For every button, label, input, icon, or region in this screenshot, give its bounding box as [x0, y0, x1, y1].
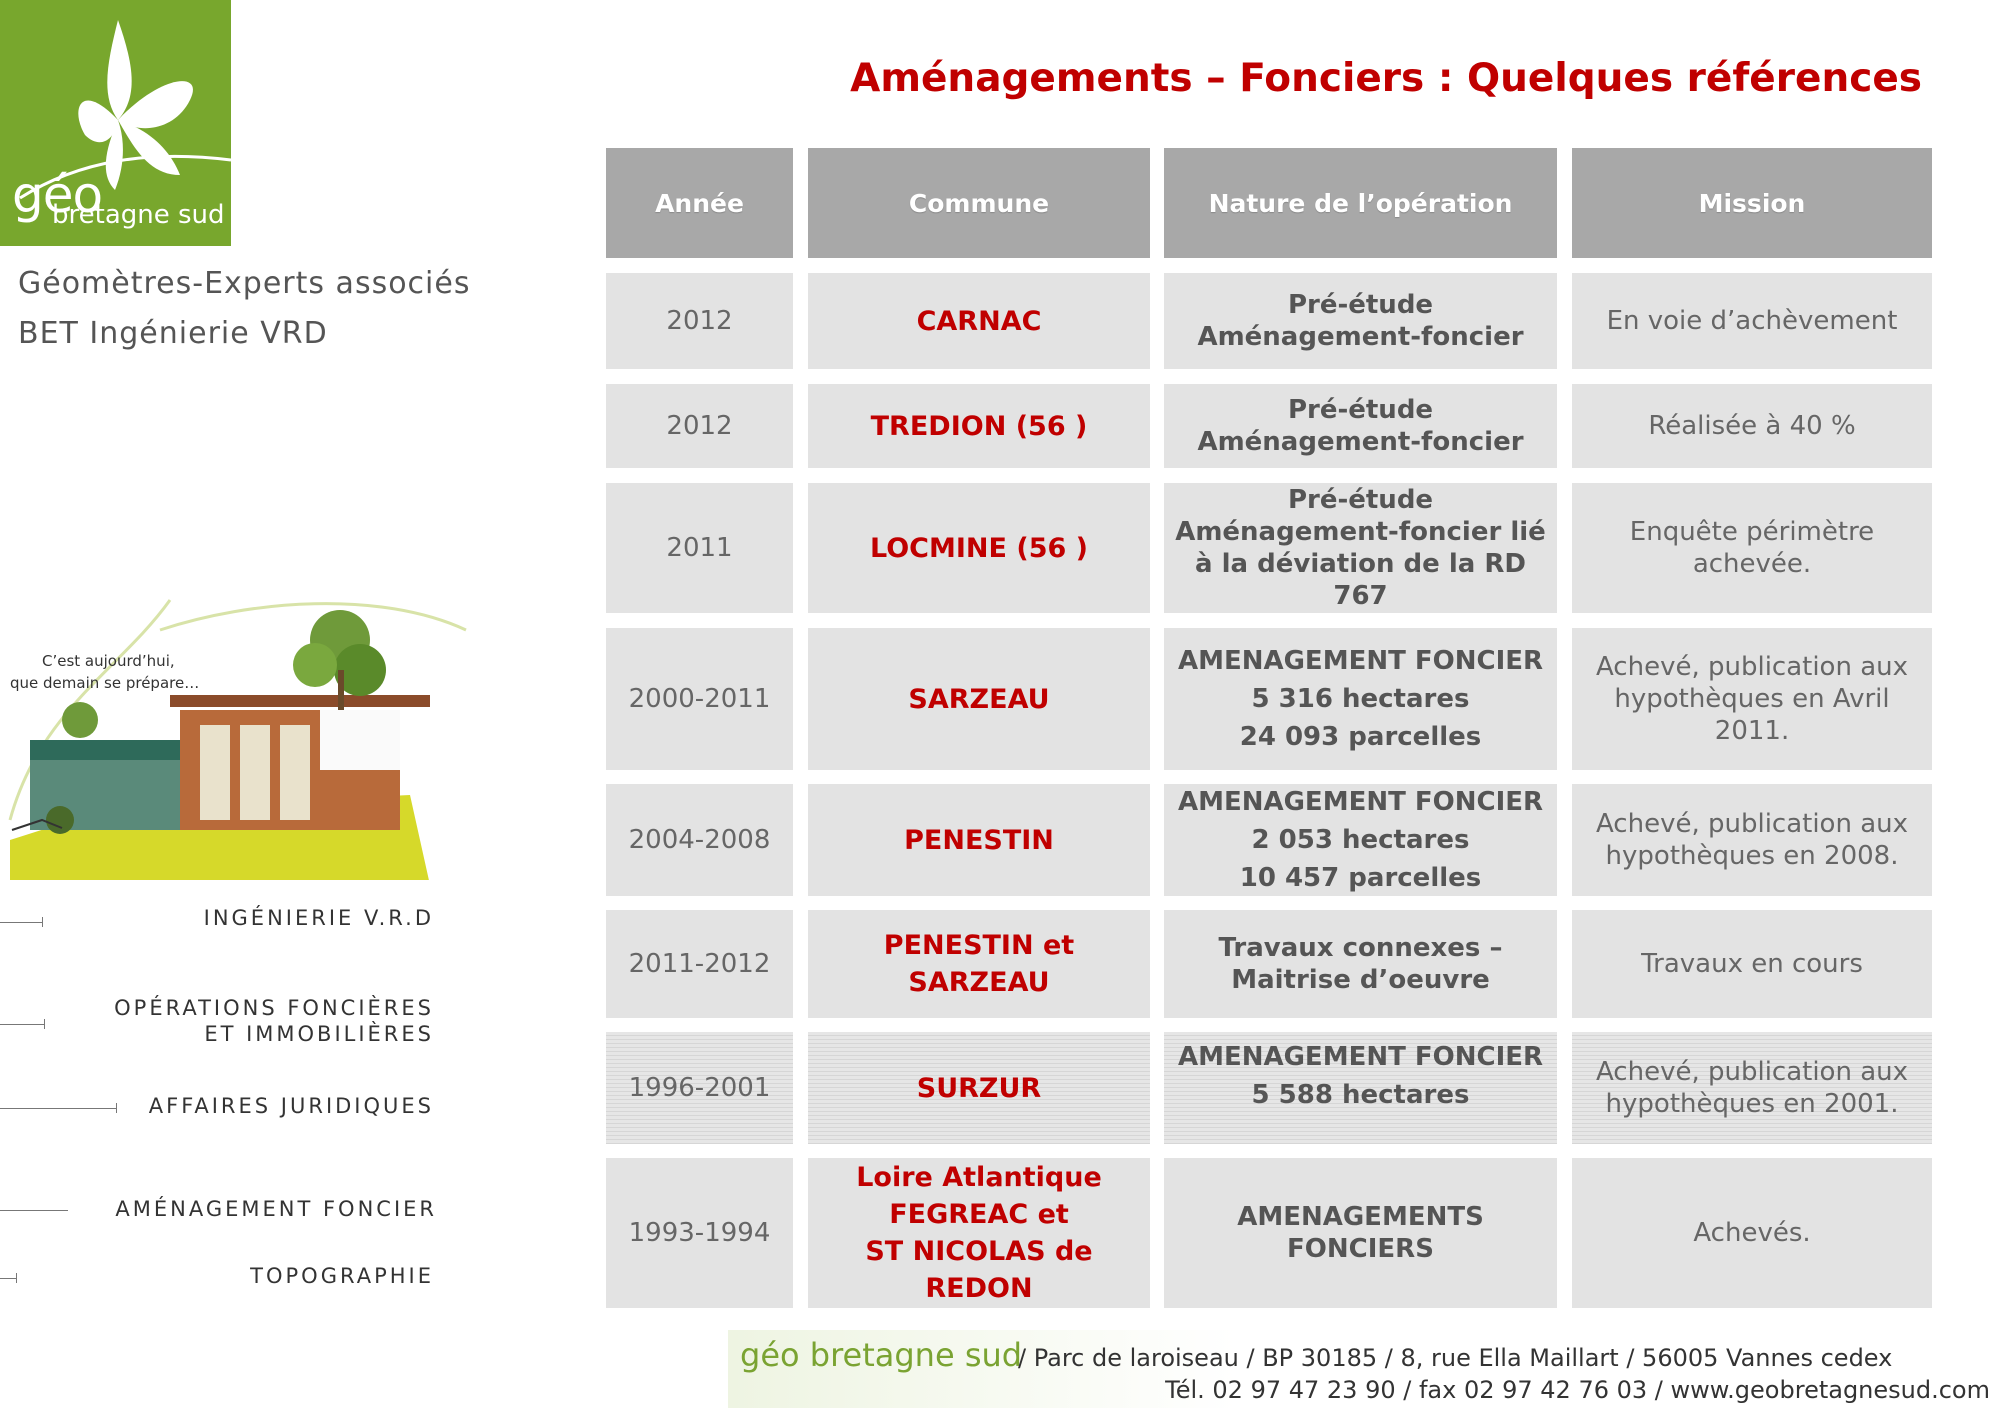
- menu-item-ingenierie-vrd[interactable]: INGÉNIERIE V.R.D: [203, 906, 434, 930]
- nature-line: 767: [1333, 581, 1388, 611]
- cell-mission: [1572, 384, 1932, 468]
- logo-text-bretagne-sud: bretagne sud: [52, 200, 225, 230]
- nature-line: AMENAGEMENT FONCIER: [1177, 787, 1544, 817]
- nature-line: AMENAGEMENT FONCIER: [1177, 1042, 1544, 1072]
- cell-year: 2004-2008: [606, 784, 793, 896]
- cell-nature: [1164, 628, 1557, 770]
- menu-item-immobilieres[interactable]: ET IMMOBILIÈRES: [204, 1022, 434, 1046]
- table-row: [606, 384, 1932, 468]
- nature-line: FONCIERS: [1287, 1234, 1434, 1264]
- header-nature: Nature de l’opération: [1164, 148, 1557, 258]
- cell-commune: [808, 910, 1150, 1018]
- nature-line: 10 457 parcelles: [1239, 863, 1482, 893]
- mission-line: achevée.: [1692, 549, 1812, 579]
- cell-commune: [808, 273, 1150, 369]
- cell-mission: [1572, 784, 1932, 896]
- table-row: [606, 273, 1932, 369]
- company-logo: [0, 0, 231, 246]
- header-commune: Commune: [808, 148, 1150, 258]
- mission-line: Réalisée à 40 %: [1648, 411, 1856, 441]
- illustration-quote-line2: que demain se prépare…: [10, 674, 200, 692]
- nature-line: Aménagement-foncier lié: [1175, 517, 1546, 547]
- mission-line: Achevé, publication aux: [1595, 809, 1909, 839]
- cell-year: 2012: [606, 273, 793, 369]
- nature-line: Aménagement-foncier: [1197, 427, 1524, 457]
- commune-line: PENESTIN et: [883, 930, 1075, 961]
- menu-item-operations-foncieres[interactable]: OPÉRATIONS FONCIÈRES: [114, 996, 434, 1020]
- nature-line: AMENAGEMENTS: [1237, 1202, 1484, 1232]
- menu-item-amenagement-foncier[interactable]: AMÉNAGEMENT FONCIER: [115, 1197, 437, 1221]
- cell-year: 1993-1994: [606, 1158, 793, 1308]
- cell-commune: [808, 1158, 1150, 1308]
- mission-line: Travaux en cours: [1641, 949, 1863, 979]
- commune-line: SARZEAU: [908, 683, 1050, 715]
- menu-item-topographie[interactable]: TOPOGRAPHIE: [250, 1264, 434, 1288]
- cell-year: 2012: [606, 384, 793, 468]
- nature-line: 2 053 hectares: [1251, 825, 1470, 855]
- mission-line: Achevés.: [1693, 1218, 1811, 1248]
- cell-mission: [1572, 1032, 1932, 1144]
- mission-line: En voie d’achèvement: [1606, 306, 1898, 336]
- footer-address: / Parc de laroiseau / BP 30185 / 8, rue Ella Maillart / 56005 Vannes cedex: [1018, 1344, 1893, 1372]
- nature-line: 5 588 hectares: [1251, 1080, 1470, 1110]
- commune-line: TREDION (56 ): [870, 410, 1088, 442]
- header-annee: Année: [606, 148, 793, 258]
- tagline-bet: BET Ingénierie VRD: [18, 316, 328, 351]
- mission-line: Achevé, publication aux: [1595, 652, 1909, 682]
- commune-line: SURZUR: [916, 1072, 1042, 1104]
- nature-line: à la déviation de la RD: [1195, 549, 1526, 579]
- page-title: Aménagements – Fonciers : Quelques références: [850, 56, 1922, 101]
- mission-line: hypothèques en 2001.: [1605, 1089, 1899, 1119]
- logo-text-geo: géo: [12, 166, 103, 224]
- nature-line: AMENAGEMENT FONCIER: [1177, 646, 1544, 676]
- commune-line: PENESTIN: [904, 824, 1054, 856]
- nature-line: Pré-étude: [1287, 290, 1434, 320]
- cell-mission: [1572, 628, 1932, 770]
- footer: [728, 1330, 2000, 1408]
- nature-line: 24 093 parcelles: [1239, 722, 1482, 752]
- illustration-quote-line1: C’est aujourd’hui,: [42, 652, 175, 670]
- cell-nature: [1164, 910, 1557, 1018]
- cell-year: 2011-2012: [606, 910, 793, 1018]
- table-row: [606, 784, 1932, 896]
- cell-commune: [808, 384, 1150, 468]
- cell-commune: [808, 628, 1150, 770]
- cell-mission: [1572, 910, 1932, 1018]
- commune-line: CARNAC: [916, 305, 1042, 337]
- cell-nature: [1164, 784, 1557, 896]
- cell-mission: [1572, 273, 1932, 369]
- commune-line: ST NICOLAS de: [865, 1236, 1093, 1267]
- cell-commune: [808, 784, 1150, 896]
- nature-line: Pré-étude: [1287, 485, 1434, 515]
- cell-year: 2011: [606, 483, 793, 613]
- mission-line: hypothèques en 2008.: [1605, 841, 1899, 871]
- commune-line: LOCMINE (56 ): [869, 532, 1089, 564]
- office-building-illustration: [0, 590, 470, 880]
- table-row: [606, 910, 1932, 1018]
- footer-contact[interactable]: Tél. 02 97 47 23 90 / fax 02 97 42 76 03 / www.geobretagnesud.com: [1165, 1376, 1990, 1404]
- cell-mission: [1572, 1158, 1932, 1308]
- cell-nature: [1164, 273, 1557, 369]
- table-row: [606, 1032, 1932, 1144]
- cell-nature: [1164, 1158, 1557, 1308]
- mission-line: Enquête périmètre: [1629, 517, 1875, 547]
- header-mission: Mission: [1572, 148, 1932, 258]
- nature-line: Travaux connexes –: [1218, 933, 1503, 963]
- table-row: [606, 1158, 1932, 1308]
- footer-brand: géo bretagne sud: [740, 1336, 1023, 1374]
- commune-line: FEGREAC et: [889, 1199, 1069, 1230]
- commune-line: REDON: [925, 1273, 1033, 1304]
- cell-nature: [1164, 1032, 1557, 1144]
- cell-nature: [1164, 384, 1557, 468]
- cell-mission: [1572, 483, 1932, 613]
- cell-year: 2000-2011: [606, 628, 793, 770]
- menu-item-affaires-juridiques[interactable]: AFFAIRES JURIDIQUES: [148, 1094, 434, 1118]
- tagline-geometres: Géomètres-Experts associés: [18, 266, 471, 301]
- commune-line: Loire Atlantique: [856, 1162, 1102, 1193]
- mission-line: 2011.: [1714, 716, 1790, 746]
- cell-year: 1996-2001: [606, 1032, 793, 1144]
- cell-nature: [1164, 483, 1557, 613]
- mission-line: hypothèques en Avril: [1614, 684, 1890, 714]
- mission-line: Achevé, publication aux: [1595, 1057, 1909, 1087]
- cell-commune: [808, 483, 1150, 613]
- table-header-row: [606, 148, 1932, 258]
- commune-line: SARZEAU: [908, 967, 1050, 998]
- nature-line: Aménagement-foncier: [1197, 322, 1524, 352]
- table-row: [606, 483, 1932, 613]
- table-row: [606, 628, 1932, 770]
- cell-commune: [808, 1032, 1150, 1144]
- nature-line: Maitrise d’oeuvre: [1231, 965, 1490, 995]
- nature-line: 5 316 hectares: [1251, 684, 1470, 714]
- nature-line: Pré-étude: [1287, 395, 1434, 425]
